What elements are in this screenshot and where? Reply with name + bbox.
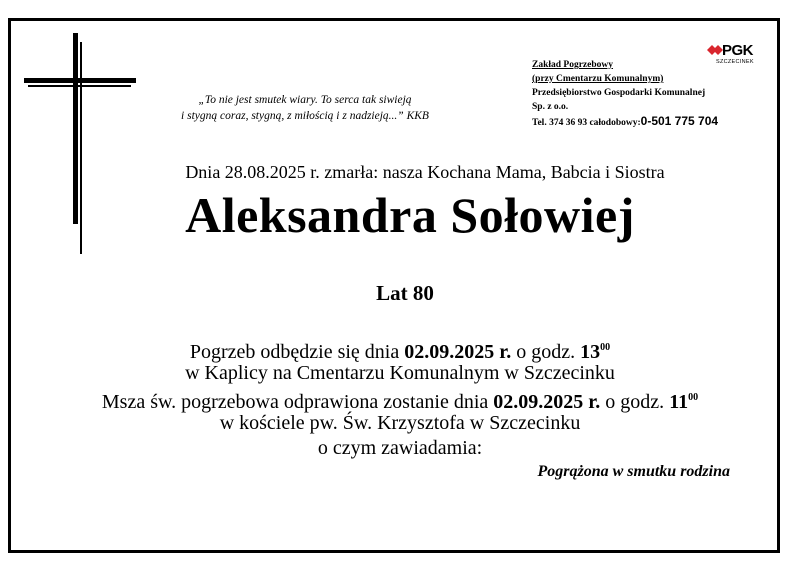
funeral-minutes: 00 — [600, 342, 611, 353]
mass-line — [0, 386, 800, 414]
funeral-date: 02.09.2025 r. — [404, 341, 512, 363]
company-line-3: Przedsiębiorstwo Gospodarki Komunalnej — [532, 88, 706, 98]
closing-line: o czym zawiadamia: — [317, 437, 483, 459]
signature: Pogrążona w smutku rodzina — [537, 463, 730, 480]
mass-hour: 11 — [669, 391, 689, 413]
deceased-age: Lat 80 — [376, 281, 434, 305]
phone-mobile: 0-501 775 704 — [640, 114, 719, 128]
company-line-2: (przy Cmentarzu Komunalnym) — [532, 74, 664, 84]
quote-line-1: „To nie jest smutek wiary. To serca tak siwieją — [198, 94, 412, 106]
phone-prefix: Tel. 374 36 93 całodobowy: — [532, 118, 641, 128]
mass-pre: Msza św. pogrzebowa odprawiona zostanie dnia — [101, 391, 494, 413]
death-announcement: Dnia 28.08.2025 r. zmarła: nasza Kochana Mama, Babcia i Siostra — [185, 162, 665, 182]
mass-mid: o godz. — [600, 391, 670, 413]
logo-subtext: SZCZECINEK — [716, 59, 754, 65]
quote — [145, 92, 465, 124]
funeral-mid: o godz. — [511, 341, 581, 363]
deceased-name: Aleksandra Sołowiej — [185, 187, 635, 243]
funeral-line — [0, 336, 800, 364]
mass-minutes: 00 — [688, 392, 699, 403]
company-info — [532, 58, 782, 130]
mass-date: 02.09.2025 r. — [493, 391, 601, 413]
company-line-4: Sp. z o.o. — [532, 102, 569, 112]
church-line: w kościele pw. Św. Krzysztofa w Szczecinku — [219, 412, 581, 434]
company-line-1: Zakład Pogrzebowy — [532, 60, 614, 70]
company-phone — [532, 114, 782, 130]
logo-text: PGK — [722, 42, 754, 59]
quote-line-2: i stygną coraz, stygną, z miłością i z nadzieją...” KKB — [181, 110, 429, 122]
funeral-hour: 13 — [580, 341, 601, 363]
funeral-place: w Kaplicy na Cmentarzu Komunalnym w Szczecinku — [185, 362, 615, 384]
funeral-pre: Pogrzeb odbędzie się dnia — [189, 341, 405, 363]
